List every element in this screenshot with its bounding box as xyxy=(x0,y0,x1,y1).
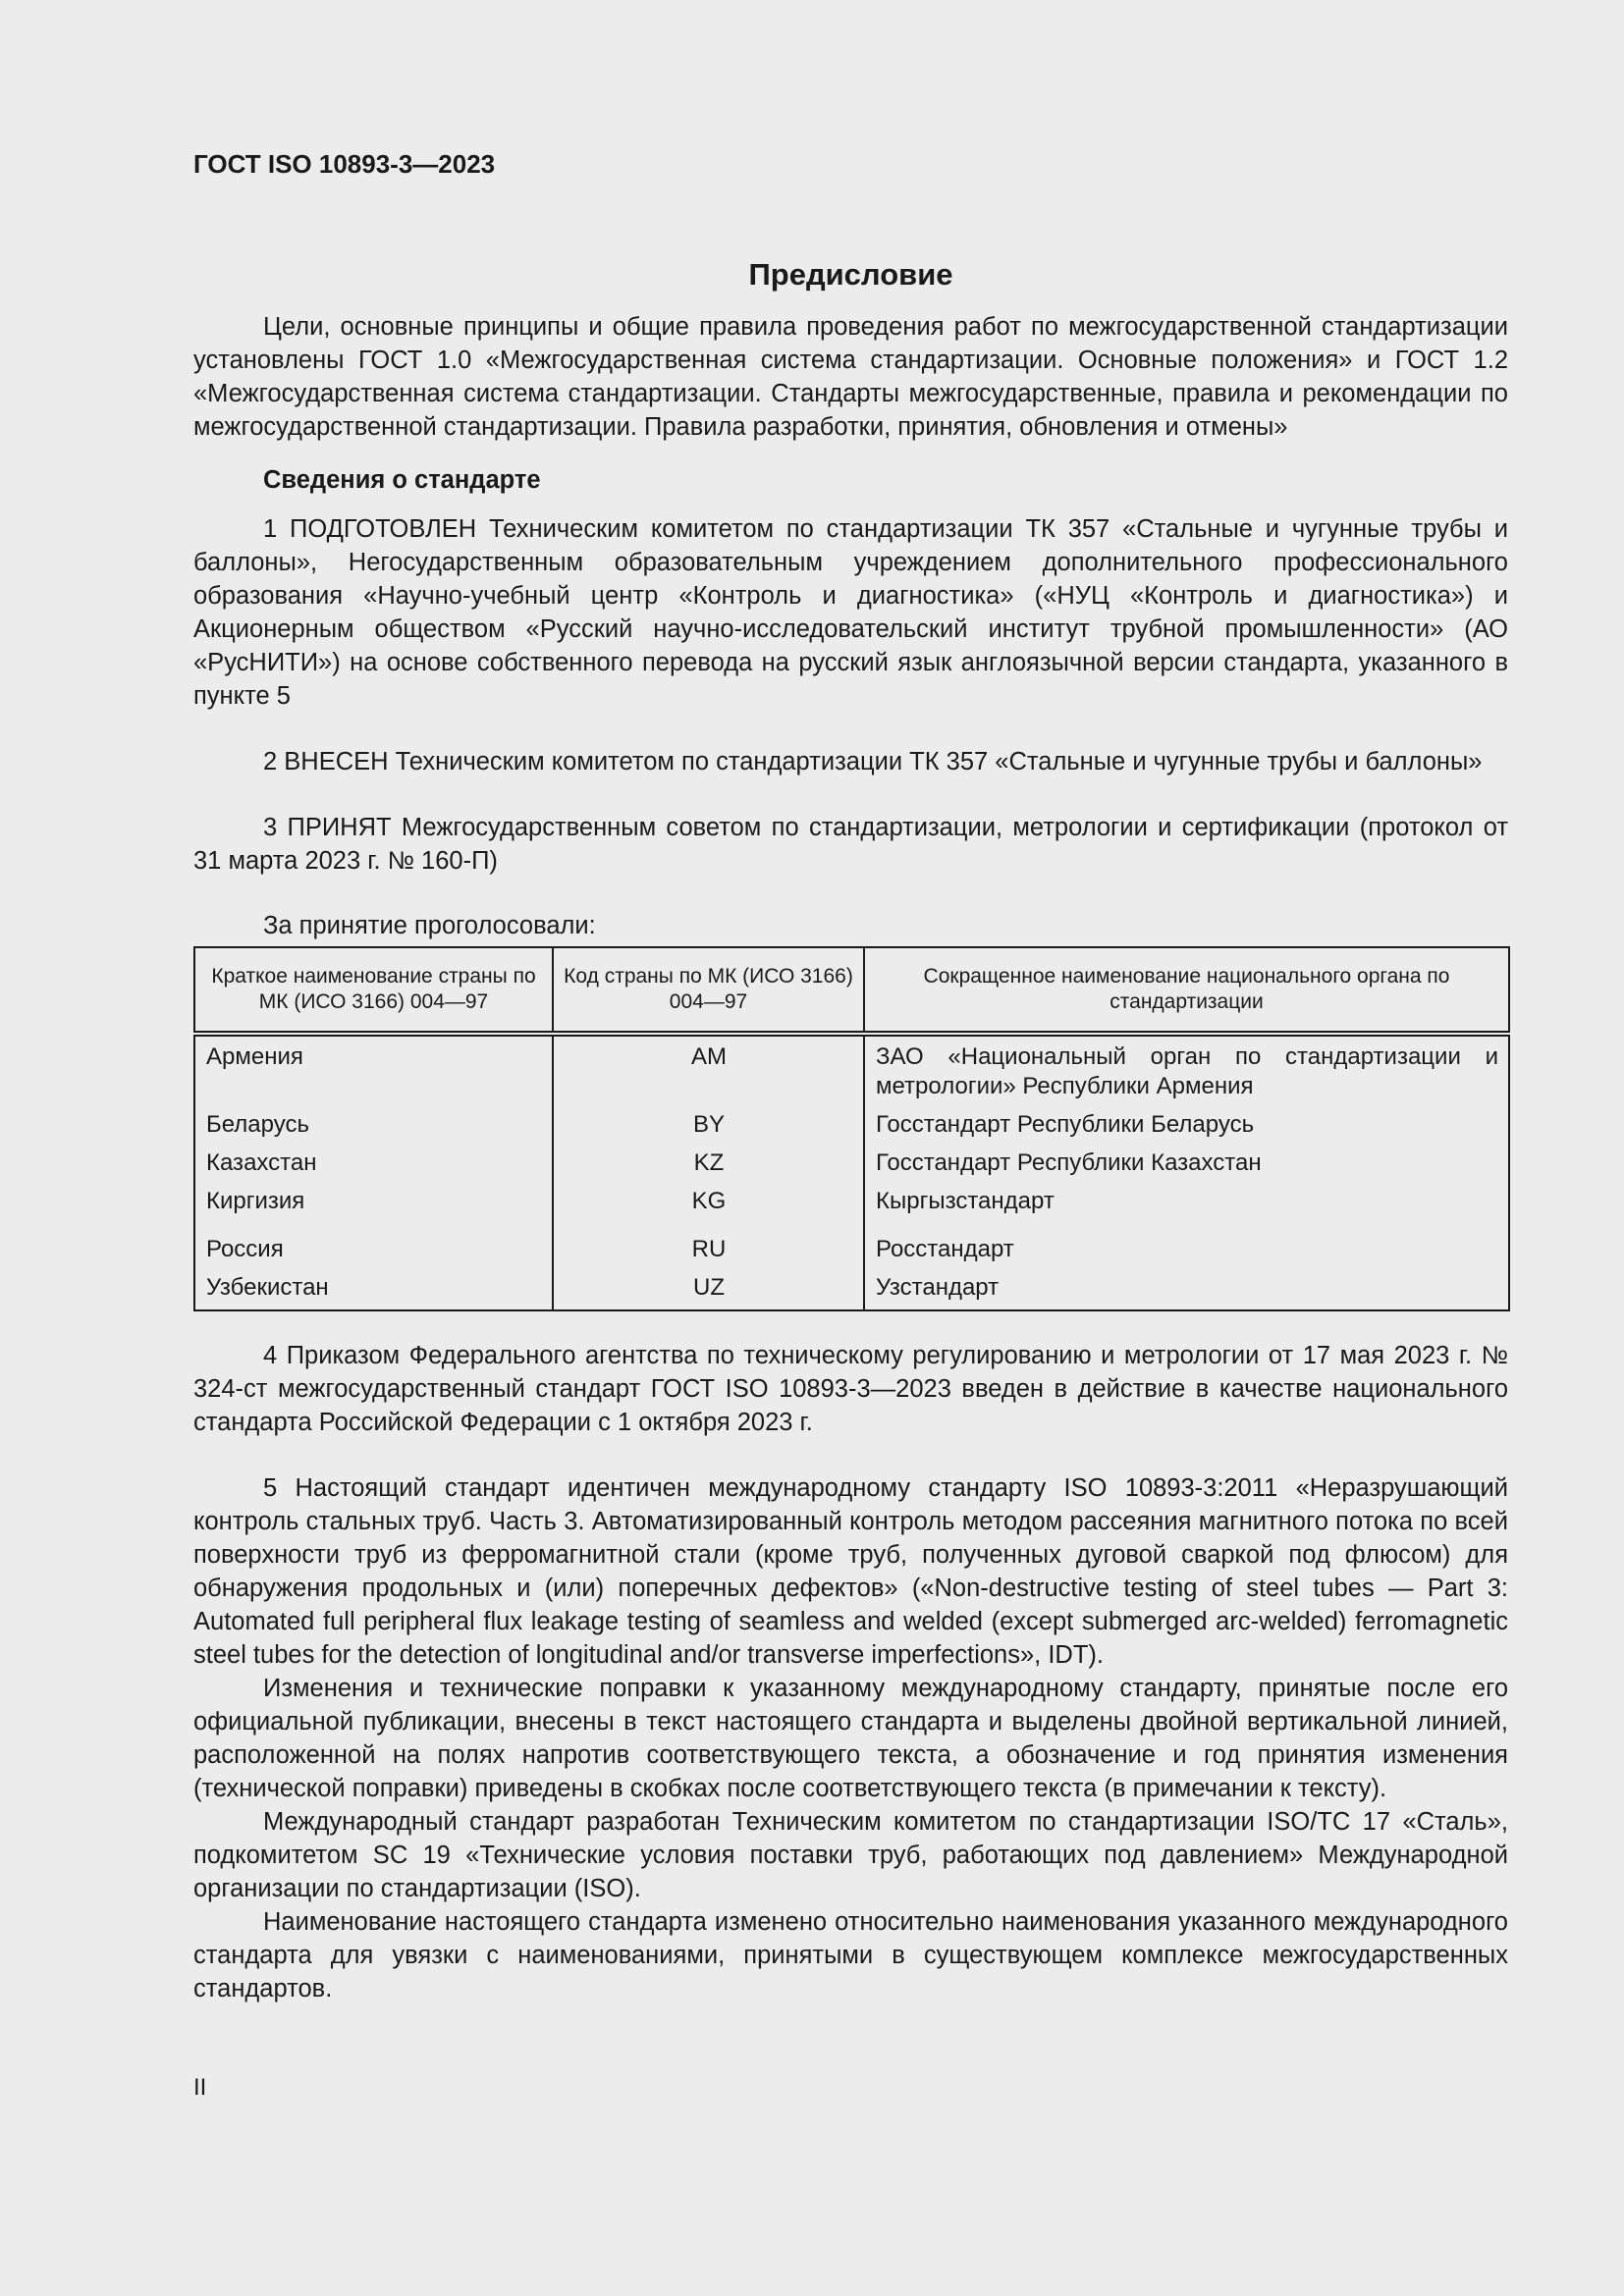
document-code-header: ГОСТ ISO 10893-3—2023 xyxy=(193,149,496,179)
org-cell: Госстандарт Республики Казахстан xyxy=(864,1147,1509,1185)
country-cell: Беларусь xyxy=(194,1108,553,1147)
item-2-paragraph: 2 ВНЕСЕН Техническим комитетом по стандартизации ТК 357 «Стальные и чугунные трубы и баллоны» xyxy=(263,748,1483,775)
table-row xyxy=(194,1185,1509,1223)
item-5-paragraph: 5 Настоящий стандарт идентичен международному стандарту ISO 10893-3:2011 «Неразрушающий контроль стальных труб. Часть 3. Автоматизированный контроль методом рассеяния магнитного потока по всей поверхности труб из ферромагнитной стали (кроме труб, полученных дуговой сваркой под флюсом) для обнаружения продольных и (или) поперечных дефектов» («Non-destructive testing of steel tubes — Part 3: Automated full peripheral flux leakage testing of seamless and welded (except submerged arc-welded) ferromagnetic steel tubes for the detection of longitudinal and/or transverse imperfections», IDT). xyxy=(193,1474,1508,1669)
column-header-code: Код страны по МК (ИСО 3166) 004—97 xyxy=(553,947,864,1034)
org-cell: Кыргызстандарт xyxy=(864,1185,1509,1223)
table-row xyxy=(194,1034,1509,1108)
code-cell: RU xyxy=(553,1223,864,1271)
page-title: Предисловие xyxy=(748,257,953,292)
page-number: II xyxy=(193,2074,207,2101)
column-header-org: Сокращенное наименование национального органа по стандартизации xyxy=(864,947,1509,1034)
code-cell: UZ xyxy=(553,1271,864,1310)
country-cell: Казахстан xyxy=(194,1147,553,1185)
code-cell: KG xyxy=(553,1185,864,1223)
country-cell: Россия xyxy=(194,1223,553,1271)
table-row xyxy=(194,1271,1509,1310)
table-row xyxy=(194,1147,1509,1185)
code-cell: AM xyxy=(553,1034,864,1108)
item-5-developer-paragraph: Международный стандарт разработан Техническим комитетом по стандартизации ISO/TC 17 «Сталь», подкомитетом SC 19 «Технические условия поставки труб, работающих под давлением» Международной организации по стандартизации (ISO). xyxy=(193,1808,1508,1902)
org-cell: Узстандарт xyxy=(864,1271,1509,1310)
intro-paragraph: Цели, основные принципы и общие правила проведения работ по межгосударственной стандартизации установлены ГОСТ 1.0 «Межгосударственная система стандартизации. Основные положения» и ГОСТ 1.2 «Межгосударственная система стандартизации. Стандарты межгосударственные, правила и рекомендации по межгосударственной стандартизации. Правила разработки, принятия, обновления и отмены» xyxy=(193,313,1508,441)
code-cell: KZ xyxy=(553,1147,864,1185)
column-header-country: Краткое наименование страны по МК (ИСО 3166) 004—97 xyxy=(194,947,553,1034)
country-cell: Узбекистан xyxy=(194,1271,553,1310)
table-row xyxy=(194,1223,1509,1271)
country-cell: Киргизия xyxy=(194,1185,553,1223)
item-3-paragraph: 3 ПРИНЯТ Межгосударственным советом по стандартизации, метрологии и сертификации (протокол от 31 марта 2023 г. № 160-П) xyxy=(193,814,1508,875)
org-cell: Росстандарт xyxy=(864,1223,1509,1271)
item-1-paragraph: 1 ПОДГОТОВЛЕН Техническим комитетом по стандартизации ТК 357 «Стальные и чугунные трубы и баллоны», Негосударственным образовательным учреждением дополнительного профессионального образования «Научно-учебный центр «Контроль и диагностика» («НУЦ «Контроль и диагностика») и Акционерным обществом «Русский научно-исследовательский институт трубной промышленности» (АО «РусНИТИ») на основе собственного перевода на русский язык англоязычной версии стандарта, указанного в пункте 5 xyxy=(193,515,1508,710)
votes-table-header-row xyxy=(194,947,1509,1034)
org-cell: Госстандарт Республики Беларусь xyxy=(864,1108,1509,1147)
code-cell: BY xyxy=(553,1108,864,1147)
country-cell: Армения xyxy=(194,1034,553,1108)
item-5-name-paragraph: Наименование настоящего стандарта изменено относительно наименования указанного международного стандарта для увязки с наименованиями, принятыми в существующем комплексе межгосударственных стандартов. xyxy=(193,1908,1508,2002)
votes-table xyxy=(193,946,1510,1311)
standard-info-heading: Сведения о стандарте xyxy=(263,466,541,494)
table-row xyxy=(194,1108,1509,1147)
item-4-paragraph: 4 Приказом Федерального агентства по техническому регулированию и метрологии от 17 мая 2023 г. № 324-ст межгосударственный стандарт ГОСТ ISO 10893-3—2023 введен в действие в качестве национального стандарта Российской Федерации с 1 октября 2023 г. xyxy=(193,1342,1508,1436)
votes-label: За принятие проголосовали: xyxy=(263,912,596,939)
document-page xyxy=(193,147,1508,2005)
org-cell: ЗАО «Национальный орган по стандартизации и метрологии» Республики Армения xyxy=(864,1034,1509,1108)
item-5-changes-paragraph: Изменения и технические поправки к указанному международному стандарту, принятые после его официальной публикации, внесены в текст настоящего стандарта и выделены двойной вертикальной линией, расположенной на полях напротив соответствующего текста, а обозначение и год принятия изменения (технической поправки) приведены в скобках после соответствующего текста (в примечании к тексту). xyxy=(193,1675,1508,1802)
